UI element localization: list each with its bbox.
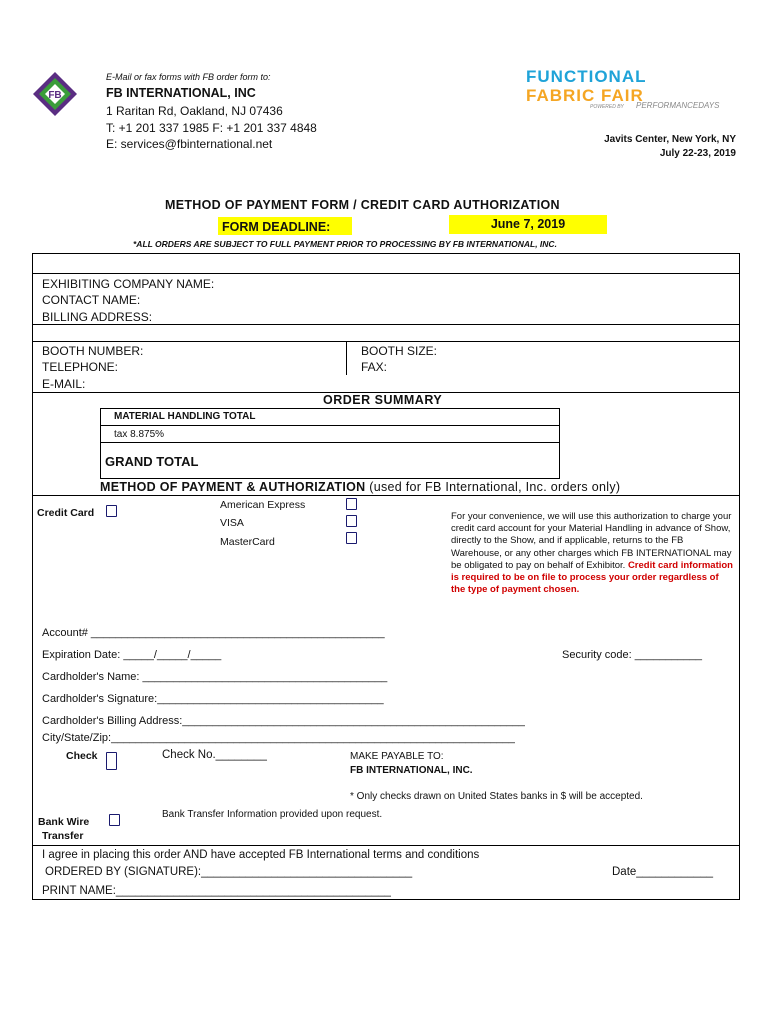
credit-card-checkbox[interactable] [106,505,117,517]
bank-transfer-info: Bank Transfer Information provided upon request. [162,809,383,820]
credit-card-label: Credit Card [37,507,95,519]
authorization-note [451,511,734,596]
header-address: 1 Raritan Rd, Oakland, NJ 07436 [106,104,283,118]
header-email[interactable]: E: services@fbinternational.net [106,137,273,151]
tax-label: tax 8.875% [114,429,165,440]
ordered-by-signature-field[interactable]: ORDERED BY (SIGNATURE):_________________________________ [45,866,413,878]
bank-wire-checkbox[interactable] [109,814,120,826]
payment-notice: *ALL ORDERS ARE SUBJECT TO FULL PAYMENT PRIOR TO PROCESSING BY FB INTERNATIONAL, INC. [133,239,557,249]
agreement-statement: I agree in placing this order AND have accepted FB International terms and conditions [42,849,480,861]
form-title: METHOD OF PAYMENT FORM / CREDIT CARD AUTHORIZATION [165,198,560,212]
header-company: FB INTERNATIONAL, INC [106,86,256,100]
date-field[interactable]: Date____________ [612,866,714,878]
authorization-note-text: For your convenience, we will use this authorization to charge your credit card account for your Material Handling in advance of Show, directly to the Show, and if applicable, returns to the FB Warehouse, or any other charges which FB INTERNATIONAL may be obligated to pay on behalf of Exhibitor. [451,511,732,571]
event-logo-line2: FABRIC FAIR [526,86,644,105]
payable-name: FB INTERNATIONAL, INC. [350,765,473,776]
checks-note: * Only checks drawn on United States banks in $ will be accepted. [350,791,643,802]
email-label: E-MAIL: [42,377,86,391]
visa-checkbox[interactable] [346,515,357,527]
make-payable-to-label: MAKE PAYABLE TO: [350,751,444,762]
booth-size-label: BOOTH SIZE: [361,344,438,358]
cardholder-name-field[interactable]: Cardholder's Name: ________________________________________ [42,671,388,683]
header-intro: E-Mail or fax forms with FB order form to: [106,72,271,82]
fb-international-logo [33,72,77,116]
account-number-field[interactable]: Account# ________________________________________________ [42,627,385,639]
grand-total-label: GRAND TOTAL [105,454,199,469]
material-handling-total-label: MATERIAL HANDLING TOTAL [114,411,256,422]
order-summary-title: ORDER SUMMARY [323,393,443,407]
print-name-field[interactable]: PRINT NAME:___________________________________________ [42,885,391,897]
fax-label: FAX: [361,360,388,374]
visa-label: VISA [220,517,244,529]
authorization-note-required: Credit card information is required to be on file to process your order regardless of the type of payment chosen. [451,559,733,596]
event-logo-line1: FUNCTIONAL [526,67,647,86]
header-phone-fax: T: +1 201 337 1985 F: +1 201 337 4848 [106,121,317,135]
form-deadline-label: FORM DEADLINE: [218,217,352,235]
method-of-payment-title [100,480,620,494]
booth-number-label: BOOTH NUMBER: [42,344,144,358]
contact-name-label: CONTACT NAME: [42,293,141,307]
event-dates: July 22-23, 2019 [659,148,736,159]
expiration-date-field[interactable]: Expiration Date: _____/_____/_____ [42,649,222,661]
city-state-zip-field[interactable]: City/State/Zip:__________________________________________________________________ [42,732,515,744]
event-logo-brand: PERFORMANCEDAYS [636,101,720,110]
form-deadline-value: June 7, 2019 [449,215,607,234]
method-of-payment-title-rest: (used for FB International, Inc. orders only) [365,480,621,494]
cardholder-signature-field[interactable]: Cardholder's Signature:_____________________________________ [42,693,384,705]
exhibiting-company-name-label: EXHIBITING COMPANY NAME: [42,277,215,291]
american-express-label: American Express [220,499,306,511]
fb-logo-text: FB [48,90,62,101]
event-logo-powered: POWERED BY [590,104,624,110]
telephone-label: TELEPHONE: [42,360,119,374]
american-express-checkbox[interactable] [346,498,357,510]
billing-address-label: BILLING ADDRESS: [42,310,153,324]
bank-wire-label-line1: Bank Wire [38,816,90,828]
method-of-payment-title-bold: METHOD OF PAYMENT & AUTHORIZATION [100,480,366,494]
mastercard-checkbox[interactable] [346,532,357,544]
bank-wire-label-line2: Transfer [42,830,84,842]
mastercard-label: MasterCard [220,536,275,548]
check-checkbox[interactable] [106,752,117,770]
event-venue: Javits Center, New York, NY [604,134,736,145]
security-code-field[interactable]: Security code: ___________ [562,649,703,661]
check-label: Check [66,750,98,762]
check-number-field[interactable]: Check No.________ [162,749,267,761]
cardholder-billing-address-field[interactable]: Cardholder's Billing Address:________________________________________________________ [42,715,525,727]
